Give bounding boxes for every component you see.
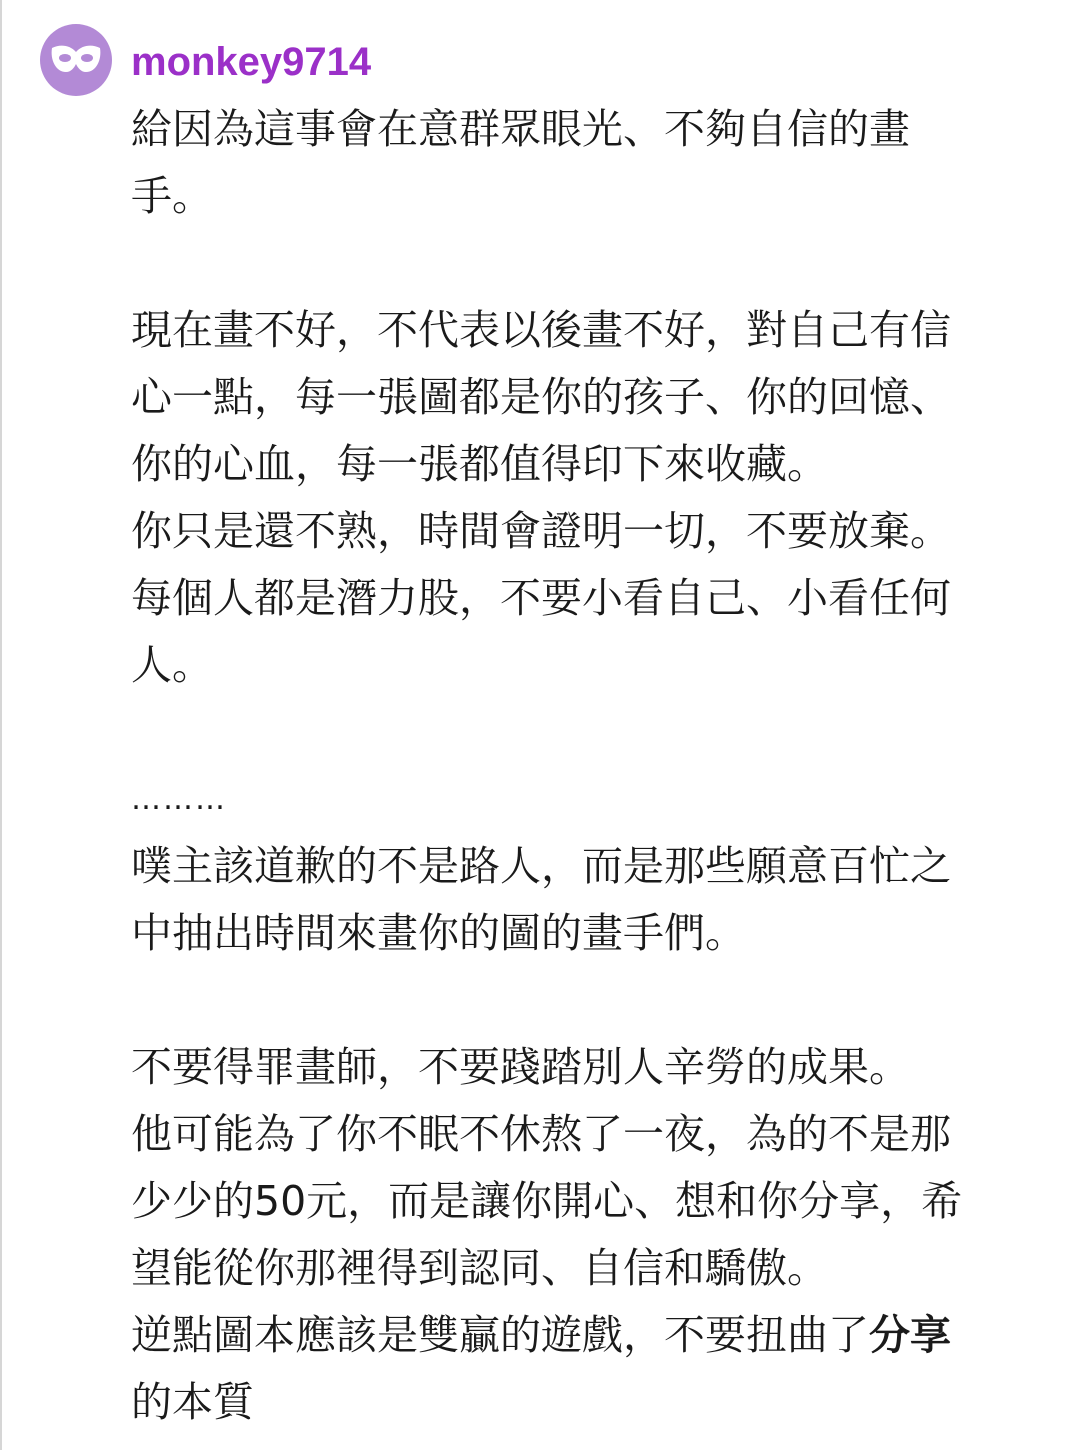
post-line: 不要得罪畫師，不要踐踏別人辛勞的成果。 bbox=[131, 1043, 910, 1091]
post-body bbox=[131, 96, 1061, 1436]
blank-line bbox=[131, 967, 1061, 1034]
post-line: 手。 bbox=[131, 172, 213, 220]
bold-phrase: 分享 bbox=[869, 1311, 951, 1359]
post-line: 的本質 bbox=[131, 1378, 254, 1426]
post-line: 人。 bbox=[131, 641, 213, 689]
avatar[interactable] bbox=[40, 24, 112, 96]
username[interactable]: monkey9714 bbox=[131, 40, 372, 84]
post-line: 你的心血，每一張都值得印下來收藏。 bbox=[131, 440, 828, 488]
blank-line bbox=[131, 699, 1061, 766]
blank-line bbox=[131, 230, 1061, 297]
post-line: 噗主該道歉的不是路人，而是那些願意百忙之 bbox=[131, 842, 951, 890]
post-line: 現在畫不好，不代表以後畫不好，對自己有信 bbox=[131, 306, 951, 354]
post-line: 給因為這事會在意群眾眼光、不夠自信的畫 bbox=[131, 105, 910, 153]
left-divider bbox=[0, 0, 2, 1450]
mask-icon bbox=[50, 42, 102, 78]
post-line: 每個人都是潛力股，不要小看自己、小看任何 bbox=[131, 574, 951, 622]
post-line: 少少的50元，而是讓你開心、想和你分享，希 bbox=[131, 1177, 963, 1225]
post-line: 望能從你那裡得到認同、自信和驕傲。 bbox=[131, 1244, 828, 1292]
post-line: 你只是還不熟，時間會證明一切，不要放棄。 bbox=[131, 507, 951, 555]
post-line: 中抽出時間來畫你的圖的畫手們。 bbox=[131, 909, 746, 957]
post-line-with-bold bbox=[131, 1302, 1061, 1369]
ellipsis-separator: ……… bbox=[131, 782, 227, 817]
post-line-text: 逆點圖本應該是雙贏的遊戲，不要扭曲了 bbox=[131, 1311, 869, 1359]
post-line: 心一點，每一張圖都是你的孩子、你的回憶、 bbox=[131, 373, 951, 421]
post-line: 他可能為了你不眠不休熬了一夜，為的不是那 bbox=[131, 1110, 951, 1158]
